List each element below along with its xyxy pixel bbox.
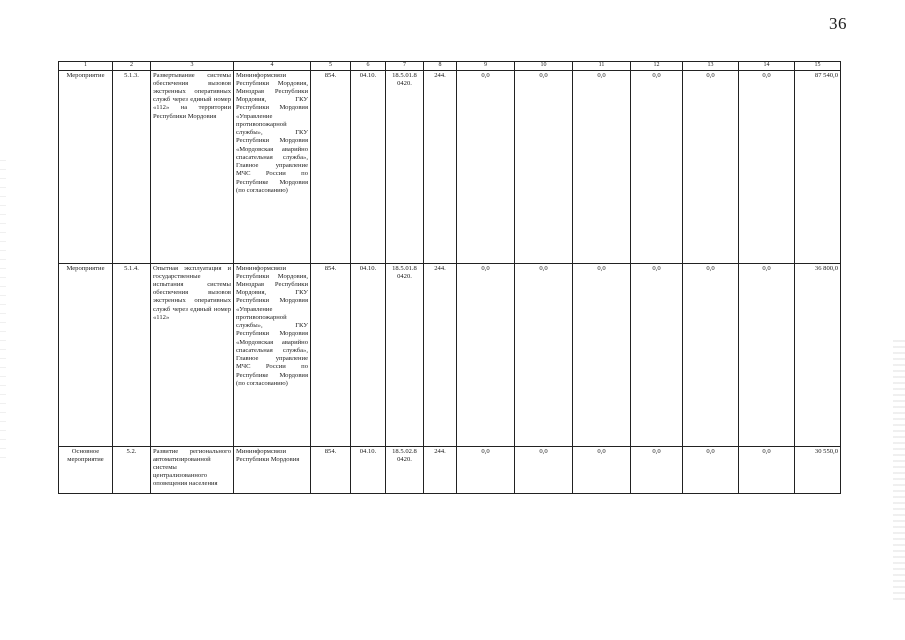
header-cell: 14 (739, 62, 795, 71)
row-value-14: 0,0 (739, 263, 795, 446)
header-cell: 9 (457, 62, 515, 71)
row-csr: 18.5.02.8 0420. (386, 446, 424, 493)
row-number: 5.1.4. (113, 263, 151, 446)
header-cell: 5 (311, 62, 351, 71)
header-cell: 15 (795, 62, 841, 71)
row-name: Развитие регионального автоматизированной системы централизованного оповещения населения (151, 446, 234, 493)
row-value-13: 0,0 (683, 446, 739, 493)
row-value-11: 0,0 (573, 263, 631, 446)
table-row (59, 446, 841, 493)
row-number: 5.2. (113, 446, 151, 493)
row-type: Мероприятие (59, 263, 113, 446)
row-name: Развертывание системы обеспечения вызовов экстренных оперативных служб через единый номер «112» на территории Республики Мордовия (151, 70, 234, 263)
table-row (59, 263, 841, 446)
row-grbs: 854. (311, 446, 351, 493)
row-value-13: 0,0 (683, 263, 739, 446)
row-csr: 18.5.01.8 0420. (386, 263, 424, 446)
scan-edge-left (0, 160, 6, 460)
header-cell: 1 (59, 62, 113, 71)
row-value-11: 0,0 (573, 70, 631, 263)
row-vr: 244. (424, 263, 457, 446)
row-value-13: 0,0 (683, 70, 739, 263)
row-vr: 244. (424, 446, 457, 493)
row-type: Основное мероприятие (59, 446, 113, 493)
page-number: 36 (829, 14, 847, 33)
header-cell: 13 (683, 62, 739, 71)
header-cell: 3 (151, 62, 234, 71)
row-value-15: 36 800,0 (795, 263, 841, 446)
row-value-12: 0,0 (631, 263, 683, 446)
row-rzpr: 04.10. (351, 446, 386, 493)
row-value-14: 0,0 (739, 70, 795, 263)
header-cell: 4 (234, 62, 311, 71)
row-value-15: 87 540,0 (795, 70, 841, 263)
row-value-9: 0,0 (457, 263, 515, 446)
row-executor: Мининформсвязи Республики Мордовия (234, 446, 311, 493)
row-rzpr: 04.10. (351, 263, 386, 446)
row-value-10: 0,0 (515, 446, 573, 493)
row-value-14: 0,0 (739, 446, 795, 493)
budget-table (58, 61, 841, 494)
header-cell: 11 (573, 62, 631, 71)
table-row (59, 70, 841, 263)
row-type: Мероприятие (59, 70, 113, 263)
row-value-10: 0,0 (515, 70, 573, 263)
row-value-9: 0,0 (457, 446, 515, 493)
row-value-9: 0,0 (457, 70, 515, 263)
row-grbs: 854. (311, 70, 351, 263)
header-cell: 7 (386, 62, 424, 71)
row-value-12: 0,0 (631, 70, 683, 263)
row-name: Опытная эксплуатация и государственные испытания системы обеспечения вызовов экстренных оперативных служб через единый номер «112» (151, 263, 234, 446)
header-cell: 6 (351, 62, 386, 71)
header-cell: 10 (515, 62, 573, 71)
row-vr: 244. (424, 70, 457, 263)
row-value-10: 0,0 (515, 263, 573, 446)
row-value-11: 0,0 (573, 446, 631, 493)
header-cell: 8 (424, 62, 457, 71)
row-value-12: 0,0 (631, 446, 683, 493)
row-executor: Мининформсвязи Республики Мордовия, Минздрав Республики Мордовия, ГКУ Республики Мордовия «Управление противопожарной службы», ГКУ Республики Мордовия «Мордовская аварийно спасательная служба», Главное управление МЧС России по Республике Мордовия (по согласованию) (234, 70, 311, 263)
row-csr: 18.5.01.8 0420. (386, 70, 424, 263)
row-value-15: 30 550,0 (795, 446, 841, 493)
scan-edge-right (893, 340, 905, 600)
row-grbs: 854. (311, 263, 351, 446)
row-rzpr: 04.10. (351, 70, 386, 263)
row-number: 5.1.3. (113, 70, 151, 263)
row-executor: Мининформсвязи Республики Мордовия, Минздрав Республики Мордовия, ГКУ Республики Мордовия «Управление противопожарной службы», ГКУ Республики Мордовия «Мордовская аварийно спасательная служба», Главное управление МЧС России по Республике Мордовия (по согласованию) (234, 263, 311, 446)
header-row (59, 62, 841, 71)
header-cell: 2 (113, 62, 151, 71)
header-cell: 12 (631, 62, 683, 71)
